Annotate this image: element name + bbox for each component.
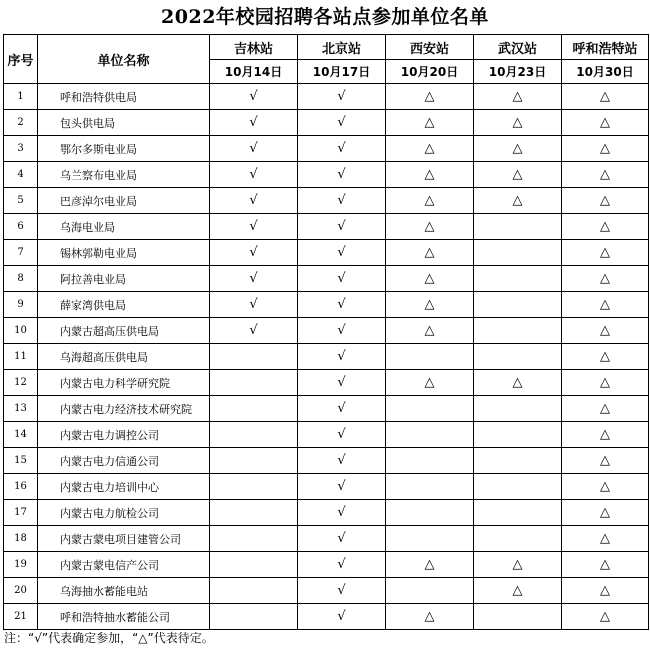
station-date-wuhan: 10月23日 — [474, 60, 562, 84]
row-seq: 21 — [4, 604, 38, 630]
unit-name-cell: 内蒙古超高压供电局 — [38, 318, 210, 344]
attendance-mark-cell: √ — [298, 188, 386, 214]
attendance-mark-cell — [474, 526, 562, 552]
attendance-mark-cell — [474, 422, 562, 448]
table-row — [4, 110, 649, 136]
unit-name-cell: 乌海电业局 — [38, 214, 210, 240]
attendance-mark-cell: △ — [562, 214, 649, 240]
attendance-mark-cell: √ — [298, 318, 386, 344]
attendance-mark-cell: △ — [386, 214, 474, 240]
unit-name-cell: 内蒙古蒙电项目建管公司 — [38, 526, 210, 552]
unit-name-cell: 乌海抽水蓄能电站 — [38, 578, 210, 604]
attendance-mark-cell — [386, 422, 474, 448]
row-seq: 10 — [4, 318, 38, 344]
attendance-mark-cell — [210, 422, 298, 448]
attendance-mark-cell: √ — [298, 578, 386, 604]
table-row — [4, 474, 649, 500]
attendance-mark-cell — [210, 604, 298, 630]
attendance-mark-cell: △ — [386, 188, 474, 214]
unit-name-cell: 薛家湾供电局 — [38, 292, 210, 318]
row-seq: 17 — [4, 500, 38, 526]
attendance-mark-cell: √ — [210, 110, 298, 136]
attendance-mark-cell: √ — [298, 162, 386, 188]
attendance-mark-cell — [386, 448, 474, 474]
attendance-mark-cell: △ — [474, 188, 562, 214]
attendance-mark-cell: √ — [298, 136, 386, 162]
seq-header: 序号 — [4, 35, 38, 84]
attendance-mark-cell: △ — [474, 370, 562, 396]
attendance-mark-cell: △ — [562, 266, 649, 292]
attendance-mark-cell: √ — [210, 84, 298, 110]
attendance-mark-cell: △ — [474, 578, 562, 604]
unit-name-cell: 乌海超高压供电局 — [38, 344, 210, 370]
table-row — [4, 266, 649, 292]
attendance-mark-cell — [474, 266, 562, 292]
attendance-mark-cell: △ — [562, 604, 649, 630]
table-row — [4, 162, 649, 188]
attendance-mark-cell: △ — [474, 84, 562, 110]
attendance-mark-cell: △ — [386, 604, 474, 630]
unit-name-cell: 鄂尔多斯电业局 — [38, 136, 210, 162]
attendance-mark-cell: △ — [562, 396, 649, 422]
document-title: 2022年校园招聘各站点参加单位名单 — [161, 6, 489, 28]
table-row — [4, 136, 649, 162]
attendance-mark-cell: √ — [210, 292, 298, 318]
attendance-mark-cell: △ — [562, 448, 649, 474]
legend-note: 注：“√”代表确定参加，“△”代表待定。 — [4, 631, 214, 645]
unit-name-cell: 乌兰察布电业局 — [38, 162, 210, 188]
attendance-mark-cell: √ — [298, 604, 386, 630]
row-seq: 14 — [4, 422, 38, 448]
table-row — [4, 292, 649, 318]
unit-name-cell: 内蒙古蒙电信产公司 — [38, 552, 210, 578]
table-row — [4, 500, 649, 526]
station-header-wuhan: 武汉站 — [474, 35, 562, 60]
attendance-mark-cell — [210, 344, 298, 370]
attendance-mark-cell — [474, 604, 562, 630]
row-seq: 16 — [4, 474, 38, 500]
row-seq: 3 — [4, 136, 38, 162]
row-seq: 7 — [4, 240, 38, 266]
attendance-mark-cell — [210, 578, 298, 604]
attendance-mark-cell: △ — [474, 110, 562, 136]
attendance-mark-cell: √ — [298, 474, 386, 500]
attendance-mark-cell: △ — [562, 136, 649, 162]
attendance-mark-cell: △ — [386, 266, 474, 292]
attendance-mark-cell: △ — [562, 162, 649, 188]
attendance-mark-cell: △ — [562, 422, 649, 448]
attendance-mark-cell: △ — [386, 240, 474, 266]
attendance-mark-cell — [210, 396, 298, 422]
unit-name-cell: 内蒙古电力调控公司 — [38, 422, 210, 448]
attendance-mark-cell: √ — [210, 214, 298, 240]
unit-name-cell: 内蒙古电力信通公司 — [38, 448, 210, 474]
unit-name-header: 单位名称 — [38, 35, 210, 84]
attendance-mark-cell: △ — [562, 110, 649, 136]
attendance-mark-cell — [210, 474, 298, 500]
attendance-mark-cell: √ — [210, 266, 298, 292]
unit-name-cell: 呼和浩特抽水蓄能公司 — [38, 604, 210, 630]
row-seq: 5 — [4, 188, 38, 214]
attendance-mark-cell: √ — [298, 500, 386, 526]
table-row — [4, 370, 649, 396]
row-seq: 11 — [4, 344, 38, 370]
unit-name-cell: 内蒙古电力科学研究院 — [38, 370, 210, 396]
attendance-mark-cell: △ — [386, 292, 474, 318]
attendance-mark-cell: √ — [298, 370, 386, 396]
station-date-jilin: 10月14日 — [210, 60, 298, 84]
attendance-mark-cell: √ — [298, 526, 386, 552]
table-body — [4, 84, 649, 630]
unit-name-cell: 内蒙古电力航检公司 — [38, 500, 210, 526]
attendance-mark-cell: △ — [562, 344, 649, 370]
row-seq: 20 — [4, 578, 38, 604]
table-row — [4, 318, 649, 344]
row-seq: 19 — [4, 552, 38, 578]
row-seq: 8 — [4, 266, 38, 292]
row-seq: 13 — [4, 396, 38, 422]
attendance-mark-cell: △ — [562, 578, 649, 604]
attendance-mark-cell: △ — [386, 318, 474, 344]
unit-name-cell: 锡林郭勒电业局 — [38, 240, 210, 266]
unit-name-cell: 阿拉善电业局 — [38, 266, 210, 292]
station-header-hohhot: 呼和浩特站 — [562, 35, 649, 60]
unit-name-cell: 包头供电局 — [38, 110, 210, 136]
table-row — [4, 422, 649, 448]
attendance-mark-cell — [474, 500, 562, 526]
attendance-mark-cell: √ — [298, 396, 386, 422]
attendance-mark-cell: △ — [562, 84, 649, 110]
attendance-mark-cell: △ — [562, 318, 649, 344]
attendance-mark-cell: √ — [298, 266, 386, 292]
attendance-mark-cell: √ — [298, 240, 386, 266]
attendance-mark-cell — [386, 500, 474, 526]
unit-name-cell: 巴彦淖尔电业局 — [38, 188, 210, 214]
attendance-mark-cell — [386, 578, 474, 604]
station-date-beijing: 10月17日 — [298, 60, 386, 84]
attendance-mark-cell: △ — [386, 162, 474, 188]
attendance-mark-cell: √ — [298, 292, 386, 318]
attendance-mark-cell — [474, 344, 562, 370]
attendance-mark-cell: √ — [298, 110, 386, 136]
attendance-mark-cell: △ — [562, 188, 649, 214]
attendance-mark-cell: √ — [210, 162, 298, 188]
row-seq: 2 — [4, 110, 38, 136]
table-row — [4, 240, 649, 266]
attendance-mark-cell: △ — [474, 162, 562, 188]
station-date-hohhot: 10月30日 — [562, 60, 649, 84]
table-row — [4, 526, 649, 552]
attendance-mark-cell: √ — [298, 84, 386, 110]
attendance-mark-cell — [474, 240, 562, 266]
attendance-mark-cell — [210, 448, 298, 474]
attendance-mark-cell — [386, 526, 474, 552]
station-date-xian: 10月20日 — [386, 60, 474, 84]
unit-name-cell: 内蒙古电力培训中心 — [38, 474, 210, 500]
attendance-mark-cell: △ — [562, 474, 649, 500]
attendance-mark-cell — [474, 318, 562, 344]
attendance-mark-cell — [474, 292, 562, 318]
attendance-mark-cell — [386, 396, 474, 422]
attendance-mark-cell: △ — [386, 552, 474, 578]
attendance-mark-cell: △ — [562, 292, 649, 318]
attendance-mark-cell — [474, 396, 562, 422]
attendance-mark-cell — [210, 552, 298, 578]
row-seq: 6 — [4, 214, 38, 240]
attendance-mark-cell: √ — [298, 552, 386, 578]
row-seq: 4 — [4, 162, 38, 188]
station-header-xian: 西安站 — [386, 35, 474, 60]
attendance-mark-cell — [474, 214, 562, 240]
attendance-mark-cell: △ — [474, 552, 562, 578]
station-header-beijing: 北京站 — [298, 35, 386, 60]
attendance-mark-cell: △ — [474, 136, 562, 162]
attendance-mark-cell: √ — [298, 422, 386, 448]
table-row — [4, 188, 649, 214]
row-seq: 1 — [4, 84, 38, 110]
table-row — [4, 84, 649, 110]
attendance-mark-cell: √ — [210, 240, 298, 266]
attendance-mark-cell: √ — [210, 318, 298, 344]
attendance-mark-cell — [210, 370, 298, 396]
attendance-mark-cell — [210, 500, 298, 526]
row-seq: 15 — [4, 448, 38, 474]
attendance-mark-cell: △ — [562, 240, 649, 266]
table-row — [4, 604, 649, 630]
attendance-mark-cell: △ — [562, 370, 649, 396]
attendance-mark-cell: △ — [386, 136, 474, 162]
attendance-mark-cell: √ — [210, 188, 298, 214]
attendance-mark-cell: △ — [562, 526, 649, 552]
unit-name-cell: 呼和浩特供电局 — [38, 84, 210, 110]
header-row-stations — [4, 35, 649, 60]
attendance-mark-cell — [474, 474, 562, 500]
station-header-jilin: 吉林站 — [210, 35, 298, 60]
row-seq: 9 — [4, 292, 38, 318]
table-row — [4, 552, 649, 578]
attendance-mark-cell: △ — [386, 110, 474, 136]
unit-name-cell: 内蒙古电力经济技术研究院 — [38, 396, 210, 422]
attendance-mark-cell: △ — [386, 370, 474, 396]
attendance-mark-cell: △ — [562, 552, 649, 578]
attendance-mark-cell: √ — [298, 344, 386, 370]
attendance-mark-cell — [386, 344, 474, 370]
row-seq: 12 — [4, 370, 38, 396]
attendance-mark-cell: △ — [562, 500, 649, 526]
attendance-mark-cell — [474, 448, 562, 474]
attendance-mark-cell — [210, 526, 298, 552]
table-row — [4, 448, 649, 474]
attendance-mark-cell: √ — [298, 448, 386, 474]
table-row — [4, 214, 649, 240]
table-row — [4, 396, 649, 422]
attendance-mark-cell — [386, 474, 474, 500]
attendance-mark-cell: √ — [210, 136, 298, 162]
attendance-mark-cell: √ — [298, 214, 386, 240]
table-row — [4, 344, 649, 370]
participants-table — [3, 34, 649, 630]
attendance-mark-cell: △ — [386, 84, 474, 110]
table-row — [4, 578, 649, 604]
row-seq: 18 — [4, 526, 38, 552]
